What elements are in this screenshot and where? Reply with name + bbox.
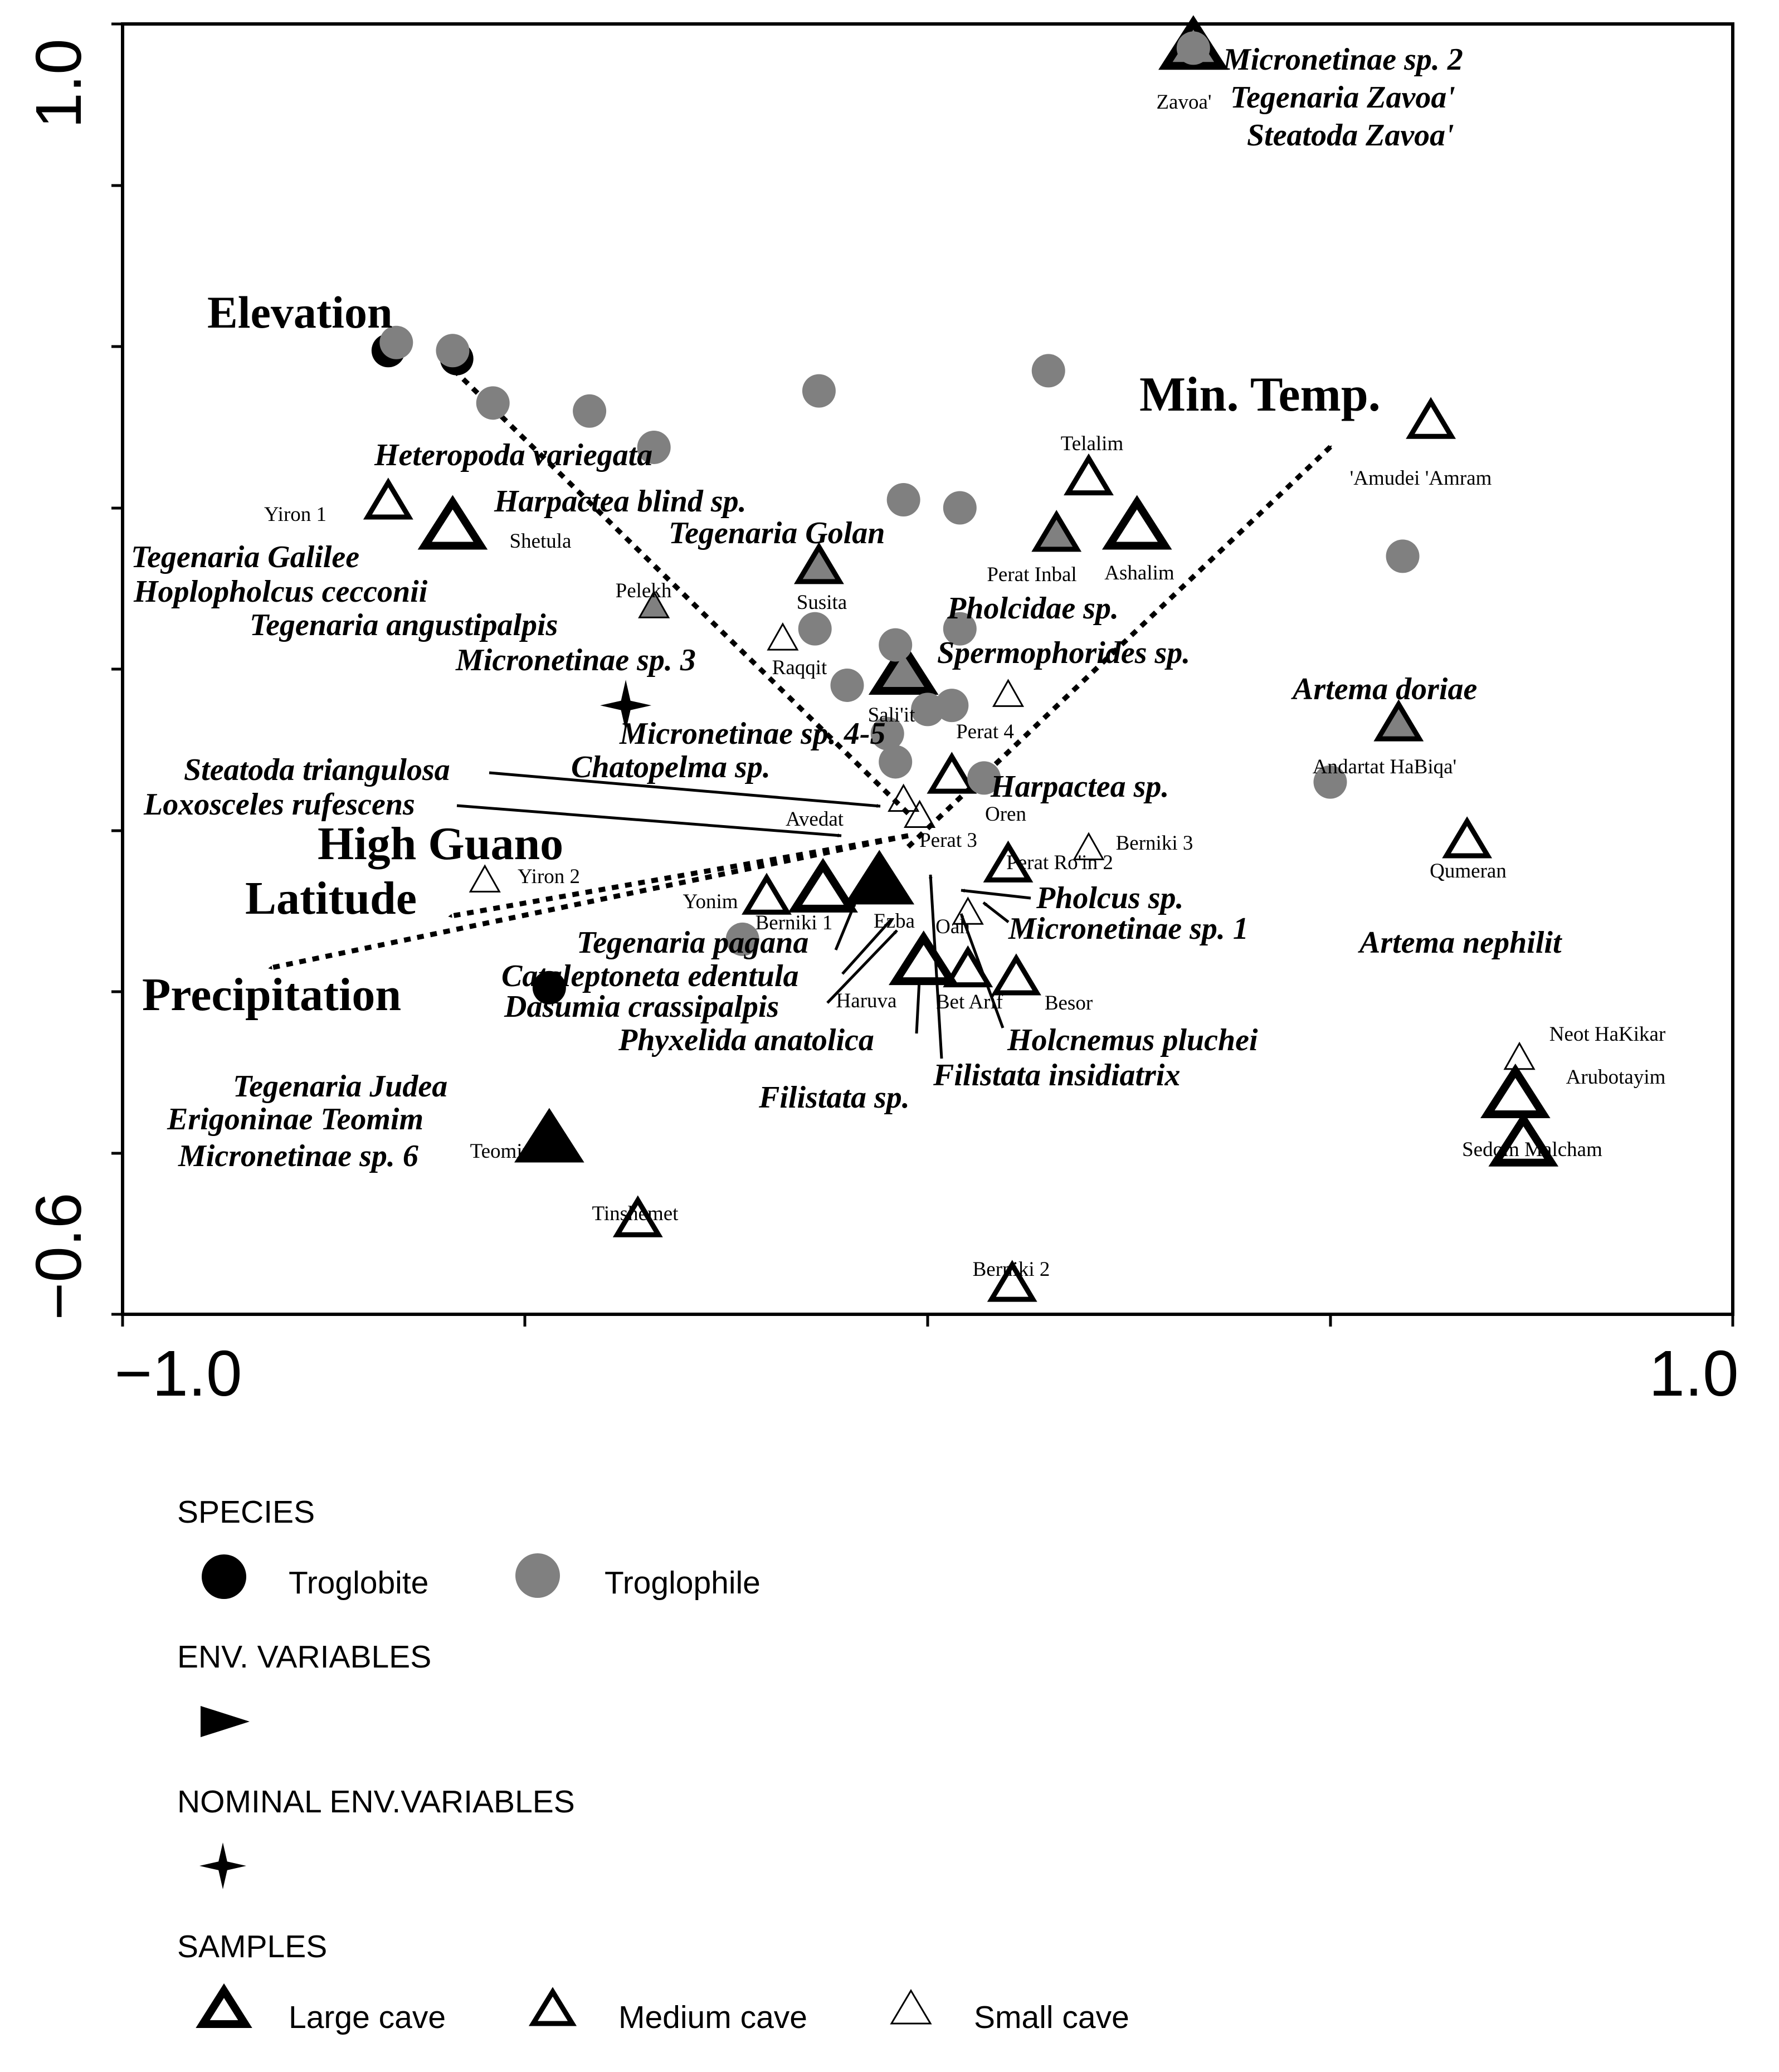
site-label: Qumeran — [1430, 860, 1507, 883]
legend-small-cave-label: Small cave — [974, 2000, 1129, 2035]
site-label: 'Amudei 'Amram — [1349, 467, 1492, 490]
legend-troglobite-label: Troglobite — [289, 1565, 429, 1601]
troglophile-species-point — [1386, 539, 1420, 573]
legend-large-cave-icon — [203, 1991, 245, 2024]
species-label: Spermophorides sp. — [937, 636, 1191, 670]
troglophile-species-point — [802, 374, 836, 408]
troglophile-species-point — [935, 689, 968, 722]
legend-large-cave-label: Large cave — [289, 2000, 446, 2035]
legend-env-arrow-icon — [201, 1706, 250, 1737]
site-label: Pelekh — [615, 579, 672, 602]
species-label: Artema doriae — [1293, 672, 1478, 706]
sample-cave-large-marker — [795, 865, 851, 909]
legend-small-cave-icon — [891, 1991, 930, 2024]
sample-cave-medium-marker — [1378, 704, 1419, 739]
sample-cave-medium-marker — [746, 877, 787, 912]
species-label: Loxosceles rufescens — [144, 787, 415, 822]
species-label: Heteropoda variegata — [374, 438, 653, 472]
site-label: Teomim — [470, 1140, 539, 1163]
sample-cave-large-marker — [1488, 1071, 1543, 1114]
species-label: Chatopelma sp. — [571, 750, 771, 784]
x-tick-label-right: 1.0 — [1649, 1337, 1739, 1410]
sample-cave-medium-marker — [1446, 821, 1488, 856]
site-label: Ashalim — [1104, 562, 1174, 584]
species-label: Filistata insidiatrix — [933, 1058, 1181, 1093]
species-label: Steatoda Zavoa' — [1247, 118, 1454, 153]
species-label: Hoplopholcus cecconii — [134, 574, 428, 609]
sample-cave-small-marker — [889, 786, 918, 811]
site-label: Besor — [1044, 992, 1093, 1015]
sample-cave-large-marker — [1109, 502, 1165, 545]
site-label: Bet Arif — [935, 991, 1003, 1013]
species-label: Micronetinae sp. 2 — [1223, 42, 1463, 77]
species-label: Steatoda triangulosa — [184, 753, 450, 787]
species-label: Micronetinae sp. 4-5 — [620, 716, 886, 751]
site-label: Sedom Malcham — [1462, 1138, 1602, 1161]
species-label: Filistata sp. — [759, 1080, 910, 1115]
sample-cave-small-marker — [1505, 1044, 1534, 1069]
species-label: Cataleptoneta edentula — [501, 959, 799, 993]
legend-troglophile-label: Troglophile — [605, 1565, 761, 1601]
species-label: Harpactea blind sp. — [494, 484, 747, 519]
sample-cave-medium-marker — [1068, 459, 1109, 493]
troglophile-species-point — [943, 491, 977, 525]
sample-cave-medium-marker — [368, 482, 409, 517]
species-label: Tegenaria Galilee — [131, 540, 360, 574]
site-label: Yiron 2 — [517, 865, 581, 888]
troglophile-species-point — [798, 612, 832, 646]
site-label: Shetula — [509, 530, 572, 553]
site-label: Yonim — [683, 890, 738, 913]
sample-cave-large-marker — [896, 938, 952, 981]
sample-cave-medium-marker — [1410, 402, 1451, 436]
troglophile-species-point — [476, 386, 510, 420]
x-axis-ticks — [123, 1314, 1733, 1327]
site-label: Avedat — [785, 808, 844, 831]
troglophile-species-point — [1032, 354, 1065, 387]
species-label: Dasumia crassipalpis — [504, 989, 779, 1024]
troglophile-species-point — [573, 394, 606, 428]
site-label: Susita — [796, 591, 847, 614]
sample-cave-medium-marker — [798, 547, 840, 582]
sample-cave-large-marker — [425, 502, 480, 545]
site-label: Berniki 3 — [1115, 832, 1193, 855]
sample-cave-small-marker — [994, 680, 1023, 706]
sample-cave-large-marker — [851, 857, 907, 900]
site-label: Ezba — [874, 910, 915, 933]
species-label: Micronetinae sp. 6 — [178, 1139, 418, 1173]
site-label: Oah — [935, 915, 970, 938]
species-label: Micronetinae sp. 3 — [456, 643, 696, 677]
site-label: Perat 3 — [919, 829, 977, 852]
legend-heading-species: SPECIES — [177, 1494, 315, 1530]
env-label-high-guano: High Guano — [318, 818, 564, 870]
site-label: Arubotayim — [1566, 1066, 1666, 1089]
species-label: Pholcidae sp. — [947, 591, 1119, 626]
site-label: Zavoa' — [1156, 91, 1212, 114]
site-label: Neot HaKikar — [1549, 1023, 1666, 1046]
troglophile-species-point — [436, 334, 469, 367]
species-label: Tegenaria Judea — [233, 1069, 448, 1104]
site-label: Raqqit — [772, 656, 827, 679]
sample-cave-medium-marker — [931, 757, 972, 791]
y-tick-label-bottom: −0.6 — [22, 1192, 95, 1320]
species-label: Harpactea sp. — [991, 769, 1169, 804]
sample-cave-small-marker — [768, 624, 797, 650]
site-label: Telalim — [1060, 432, 1124, 455]
legend-medium-cave-icon — [533, 1992, 572, 2024]
species-label: Tegenaria pagana — [577, 925, 809, 960]
legend-troglobite-marker — [202, 1554, 246, 1599]
legend — [177, 1494, 1129, 2035]
species-label: Erigoninae Teomim — [167, 1102, 424, 1137]
env-label-latitude: Latitude — [245, 872, 417, 924]
legend-heading-samples: SAMPLES — [177, 1929, 328, 1964]
site-label: Andartat HaBiqa' — [1312, 755, 1457, 778]
site-label: Perat Ro'in 2 — [1006, 851, 1113, 874]
site-label: Oren — [985, 803, 1026, 826]
troglophile-species-point — [1177, 31, 1210, 65]
site-label: Berniki 1 — [755, 911, 833, 934]
env-label-min-temp: Min. Temp. — [1139, 368, 1381, 422]
site-label: Perat 4 — [956, 720, 1014, 743]
troglophile-species-point — [879, 628, 912, 662]
legend-heading-env: ENV. VARIABLES — [177, 1639, 432, 1675]
species-label: Micronetinae sp. 1 — [1008, 911, 1249, 946]
species-label: Holcnemus pluchei — [1007, 1023, 1258, 1057]
site-label: Tinshemet — [592, 1202, 679, 1225]
x-tick-label-left: −1.0 — [114, 1337, 242, 1410]
site-label: Yiron 1 — [264, 503, 327, 526]
sample-cave-medium-marker — [1036, 515, 1077, 549]
species-label: Artema nephilit — [1359, 925, 1562, 960]
legend-medium-cave-label: Medium cave — [618, 2000, 807, 2035]
site-label: Haruva — [836, 989, 897, 1012]
species-label: Tegenaria Golan — [669, 516, 885, 550]
legend-heading-nominal: NOMINAL ENV.VARIABLES — [177, 1784, 575, 1820]
legend-nominal-star-icon — [199, 1842, 246, 1889]
species-label: Tegenaria angustipalpis — [250, 608, 558, 642]
y-tick-label-top: 1.0 — [22, 38, 95, 129]
env-label-elevation: Elevation — [207, 287, 393, 338]
sample-cave-small-marker — [470, 866, 499, 891]
species-label: Tegenaria Zavoa' — [1230, 80, 1455, 115]
env-label-precipitation: Precipitation — [142, 969, 402, 1021]
sample-cave-medium-marker — [996, 958, 1037, 993]
species-label: Pholcus sp. — [1036, 881, 1184, 915]
troglophile-species-point — [831, 669, 864, 702]
troglophile-species-point — [887, 483, 920, 516]
site-label: Perat Inbal — [987, 563, 1077, 586]
site-label: Berniki 2 — [972, 1258, 1050, 1281]
species-label: Phyxelida anatolica — [618, 1023, 874, 1057]
site-label: Sali'it — [867, 704, 915, 727]
legend-troglophile-marker — [515, 1553, 560, 1598]
